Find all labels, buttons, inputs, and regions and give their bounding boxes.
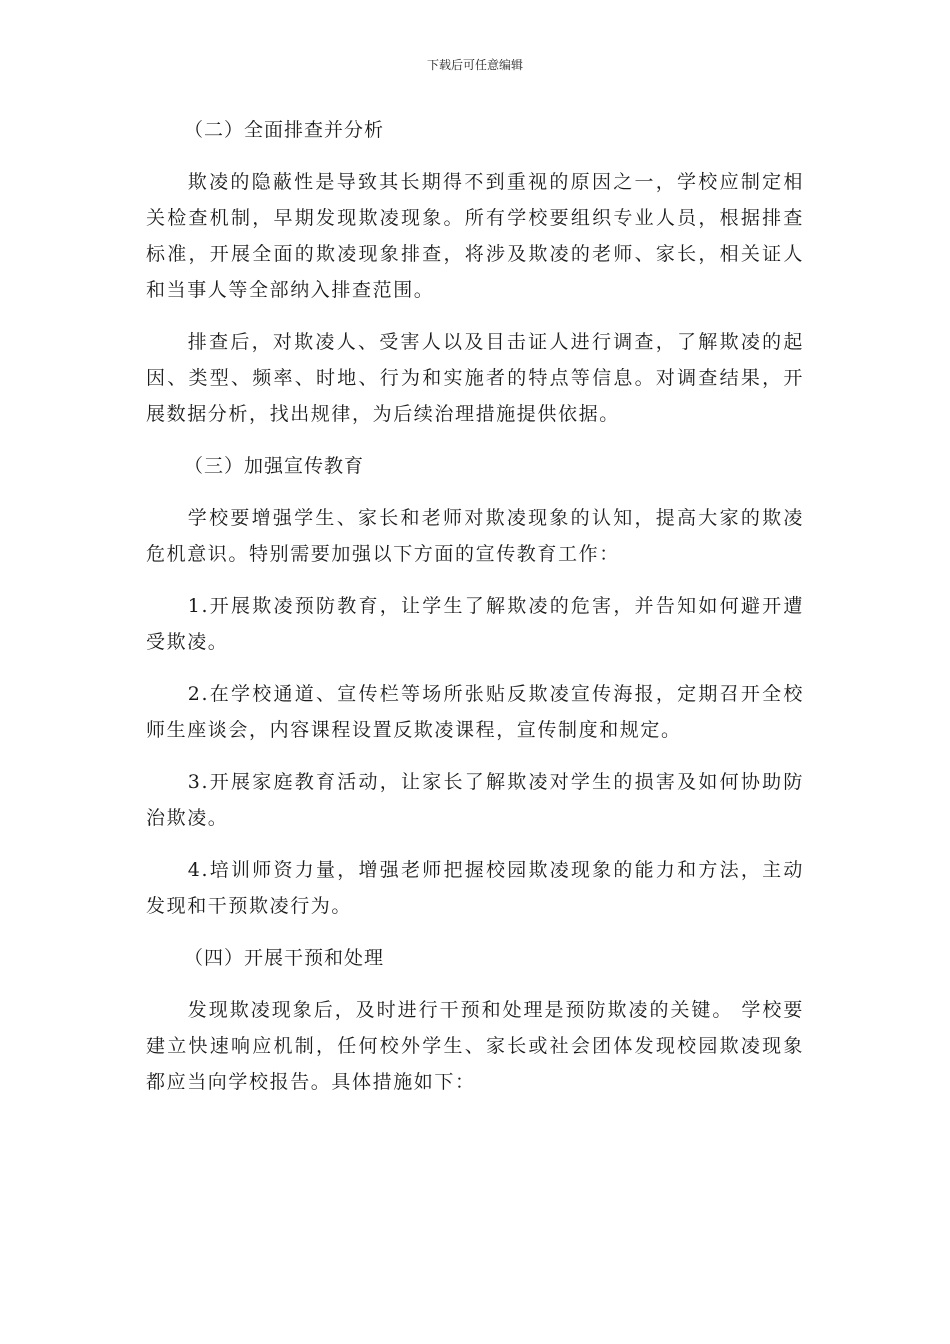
paragraph: 排查后，对欺凌人、受害人以及目击证人进行调查，了解欺凌的起因、类型、频率、时地、行为和实施者的特点等信息。对调查结果，开展数据分析，找出规律，为后续治理措施提供依据。 [146,331,804,425]
list-item: 4.培训师资力量，增强老师把握校园欺凌现象的能力和方法，主动发现和干预欺凌行为。 [146,859,804,917]
document-body [146,112,804,1116]
section-heading-4: （四）开展干预和处理 [184,947,385,969]
paragraph: 学校要增强学生、家长和老师对欺凌现象的认知，提高大家的欺凌危机意识。特别需要加强以下方面的宣传教育工作： [146,507,804,565]
paragraph: 发现欺凌现象后，及时进行干预和处理是预防欺凌的关键。 学校要建立快速响应机制，任何校外学生、家长或社会团体发现校园欺凌现象都应当向学校报告。具体措施如下： [146,999,804,1093]
section-heading-2: （二）全面排查并分析 [184,119,385,141]
paragraph: 欺凌的隐蔽性是导致其长期得不到重视的原因之一，学校应制定相关检查机制，早期发现欺凌现象。所有学校要组织专业人员，根据排查标准，开展全面的欺凌现象排查，将涉及欺凌的老师、家长，相关证人和当事人等全部纳入排查范围。 [146,171,804,301]
section-heading-3: （三）加强宣传教育 [184,455,365,477]
list-item: 3.开展家庭教育活动，让家长了解欺凌对学生的损害及如何协助防治欺凌。 [146,771,804,829]
list-item: 2.在学校通道、宣传栏等场所张贴反欺凌宣传海报，定期召开全校师生座谈会，内容课程设置反欺凌课程，宣传制度和规定。 [146,683,804,741]
list-item: 1.开展欺凌预防教育，让学生了解欺凌的危害，并告知如何避开遭受欺凌。 [146,595,804,653]
header-note: 下载后可任意编辑 [426,58,523,72]
